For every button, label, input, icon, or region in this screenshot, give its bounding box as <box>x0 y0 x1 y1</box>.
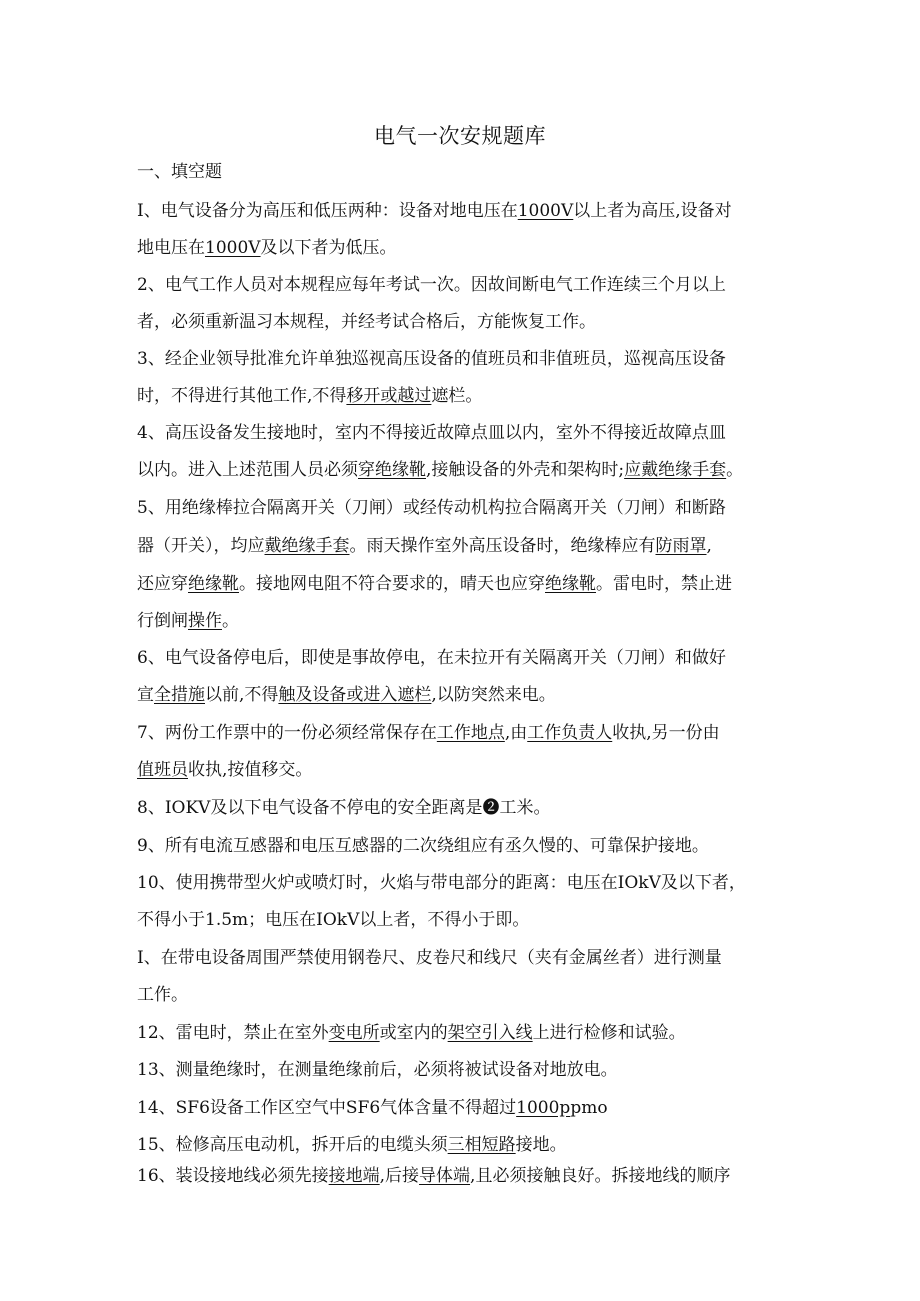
text: 。雷电时，禁止进 <box>596 574 732 594</box>
question-10-line-2: 不得小于1.5m；电压在IOkV以上者，不得小于即。 <box>137 910 530 930</box>
text: 。接地网电阻不符合要求的，晴天也应穿 <box>239 574 545 594</box>
question-5-line-3 <box>137 572 797 596</box>
answer-blank: 导体端 <box>419 1166 471 1186</box>
answer-blank: 接地端 <box>328 1166 380 1186</box>
answer-blank: 架空引入线 <box>447 1023 533 1043</box>
text: 。 <box>222 611 239 631</box>
question-16 <box>137 1164 797 1188</box>
text: 14、SF6设备工作区空气中SF6气体含量不得超过 <box>137 1098 517 1118</box>
text: 宣 <box>137 685 154 705</box>
answer-blank: 1000p <box>516 1098 571 1118</box>
question-9: 9、所有电流互感器和电压互感器的二次绕组应有丞久慢的、可靠保护接地。 <box>137 836 709 856</box>
text: 或室内的 <box>379 1023 448 1043</box>
text: 收执,另一份由 <box>612 723 720 743</box>
answer-blank: 操作 <box>188 611 222 631</box>
text: pmo <box>570 1098 608 1118</box>
text: ,后接 <box>379 1166 420 1186</box>
answer-blank: 防雨罩 <box>655 536 707 556</box>
text: 及以下者为低压。 <box>260 238 397 258</box>
text: 7、两份工作票中的一份必须经常保存在 <box>137 723 437 743</box>
question-15 <box>137 1133 797 1157</box>
question-7-line-1 <box>137 721 797 745</box>
text: 15、检修高压电动机，拆开后的电缆头须 <box>137 1135 448 1155</box>
text: 还应穿 <box>137 574 188 594</box>
answer-blank: 绝缘靴 <box>545 574 596 594</box>
answer-blank: 1000V <box>205 238 261 258</box>
question-7-line-2 <box>137 758 797 782</box>
question-3-line-2 <box>137 384 797 408</box>
answer-blank: 穿绝缘靴 <box>358 460 426 480</box>
question-5-line-4 <box>137 609 797 633</box>
answer-blank: 戴绝缘手套 <box>264 536 350 556</box>
text: 以内。进入上述范围人员必须 <box>137 460 358 480</box>
question-12 <box>137 1021 797 1045</box>
text: 接地。 <box>515 1135 567 1155</box>
question-1-line-2 <box>137 236 797 260</box>
text: ,接触设备的外壳和架构时; <box>426 460 625 480</box>
text: 收执,按值移交。 <box>188 760 313 780</box>
text: ,且必须接触良好。拆接地线的顺序 <box>470 1166 731 1186</box>
answer-blank: 应戴绝缘手套 <box>624 460 727 480</box>
question-2-line-1: 2、电气工作人员对本规程应每年考试一次。因故间断电气工作连续三个月以上 <box>137 275 726 295</box>
answer-blank: 绝缘靴 <box>188 574 239 594</box>
answer-blank: 三相短路 <box>447 1135 516 1155</box>
text: 16、装设接地线必须先接 <box>137 1166 329 1186</box>
question-2-line-2: 者，必须重新温习本规程，并经考试合格后，方能恢复工作。 <box>137 312 596 332</box>
text: 地电压在 <box>137 238 205 258</box>
question-10-line-1: 10、使用携带型火炉或喷灯时，火焰与带电部分的距离：电压在IOkV及以下者， <box>137 873 746 893</box>
document-title: 电气一次安规题库 <box>374 124 546 148</box>
question-4-line-1: 4、高压设备发生接地时，室内不得接近故障点皿以内，室外不得接近故障点皿 <box>137 423 726 443</box>
answer-blank: 移开或越过 <box>346 386 432 406</box>
text: 器（开关），均应 <box>137 536 265 556</box>
answer-blank: 触及设备或进入遮栏 <box>278 685 432 705</box>
answer-blank: 变电所 <box>328 1023 380 1043</box>
text: 上进行检修和试验。 <box>532 1023 686 1043</box>
answer-blank: 值班员 <box>137 760 188 780</box>
answer-blank: 1000V <box>517 201 574 221</box>
question-6-line-1: 6、电气设备停电后，即使是事故停电，在未拉开有关隔离开关（刀闸）和做好 <box>137 648 726 668</box>
text: 以上者为高压,设备对 <box>573 201 732 221</box>
text: I、电气设备分为高压和低压两种：设备对地电压在 <box>137 201 518 221</box>
text: , <box>706 536 712 556</box>
question-5-line-2 <box>137 534 797 558</box>
text: ,以防突然来电。 <box>431 685 556 705</box>
text: 12、雷电时，禁止在室外 <box>137 1023 329 1043</box>
question-11-line-2: 工作。 <box>137 985 188 1005</box>
question-11-line-1: I、在带电设备周围严禁使用钢卷尺、皮卷尺和线尺（夹有金属丝者）进行测量 <box>137 948 722 968</box>
question-3-line-1: 3、经企业领导批准允许单独巡视高压设备的值班员和非值班员，巡视高压设备 <box>137 349 726 369</box>
question-5-line-1: 5、用绝缘棒拉合隔离开关（刀闸）或经传动机构拉合隔离开关（刀闸）和断路 <box>137 498 726 518</box>
text: ,由 <box>504 723 528 743</box>
question-4-line-2 <box>137 458 797 482</box>
question-8: 8、IOKV及以下电气设备不停电的安全距离是❷工米。 <box>137 798 551 818</box>
text: 。 <box>726 460 744 480</box>
text: 遮栏。 <box>431 386 483 406</box>
text: 时，不得进行其他工作,不得 <box>137 386 347 406</box>
text: 。雨天操作室外高压设备时，绝缘棒应有 <box>349 536 656 556</box>
text: 行倒闸 <box>137 611 188 631</box>
question-13: 13、测量绝缘时，在测量绝缘前后，必须将被试设备对地放电。 <box>137 1060 618 1080</box>
answer-blank: 全措施 <box>154 685 205 705</box>
question-14 <box>137 1096 797 1120</box>
question-1-line-1 <box>137 199 797 223</box>
answer-blank: 工作地点 <box>436 723 505 743</box>
section-heading: 一、填空题 <box>137 162 222 182</box>
answer-blank: 工作负责人 <box>527 723 613 743</box>
text: 以前,不得 <box>205 685 279 705</box>
question-6-line-2 <box>137 683 797 707</box>
